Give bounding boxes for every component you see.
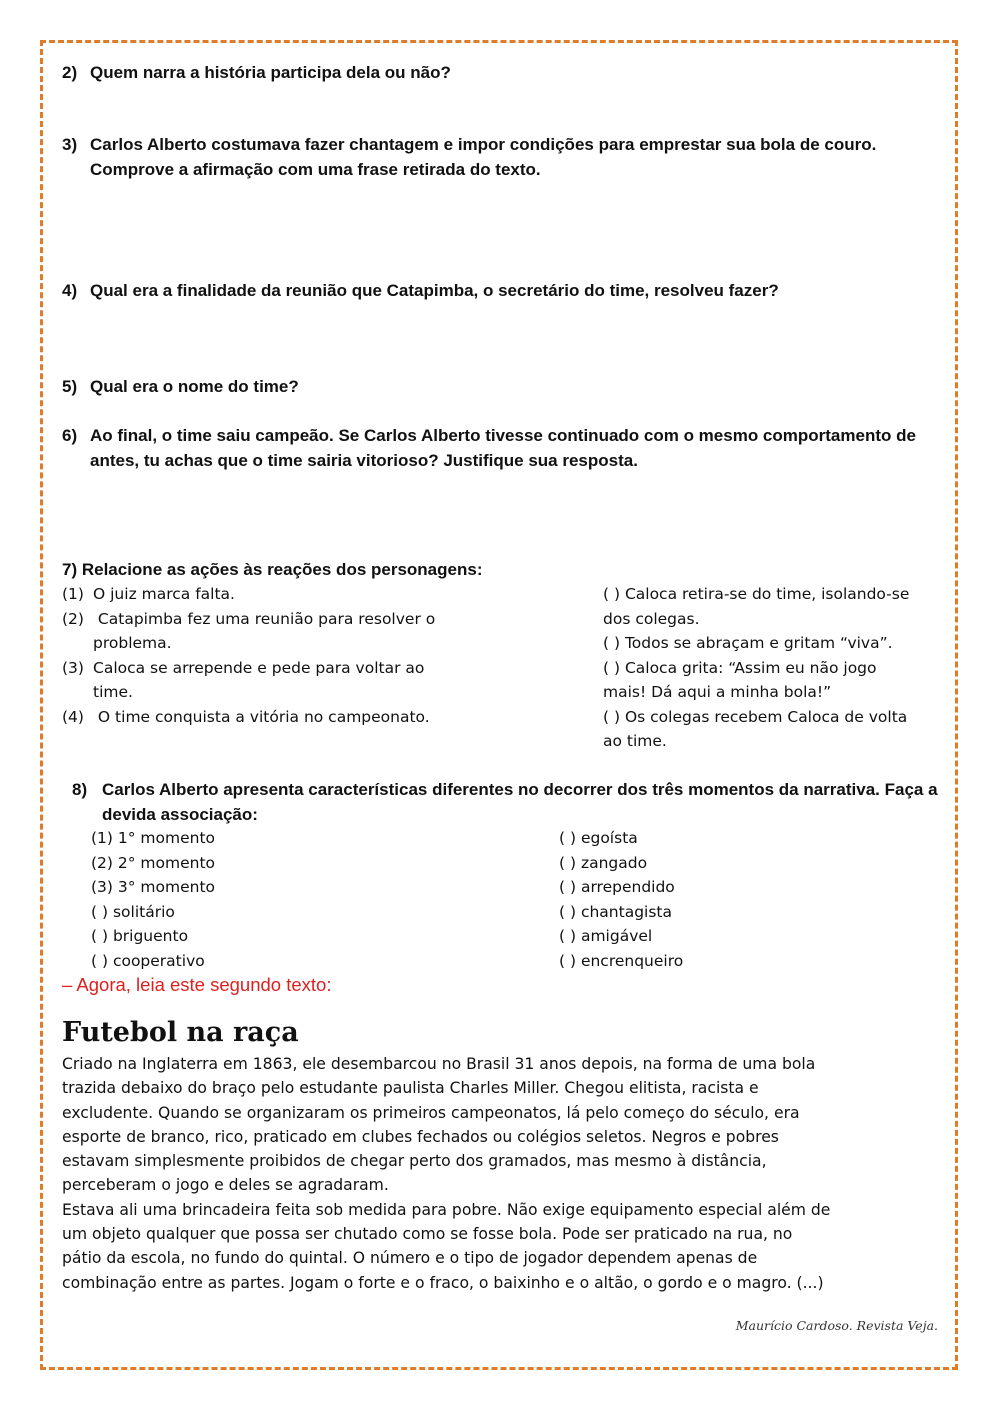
q7-reaction-line: dos colegas.	[603, 609, 700, 628]
text-line: trazida debaixo do braço pelo estudante paulista Charles Miller. Chegou elitista, racista e	[62, 1079, 759, 1098]
question-text-line-1: Ao final, o time saiu campeão. Se Carlos Alberto tivesse continuado com o mesmo comportamento de	[90, 426, 916, 445]
question-text: Qual era a finalidade da reunião que Catapimba, o secretário do time, resolveu fazer?	[90, 281, 779, 300]
item-number: (2)	[62, 609, 84, 628]
q8-left-item: ( ) cooperativo	[91, 951, 205, 970]
q8-left-item: ( ) solitário	[91, 902, 175, 921]
paragraph-2	[62, 1198, 952, 1295]
text-line: estavam simplesmente proibidos de chegar perto dos gramados, mas mesmo à distância,	[62, 1152, 767, 1171]
q8-left-item: (1) 1° momento	[91, 829, 216, 847]
q8-right-item: ( ) arrependido	[559, 878, 675, 896]
text-line: esporte de branco, rico, praticado em clubes fechados ou colégios seletos. Negros e pobres	[62, 1127, 779, 1146]
question-title: 7) Relacione as ações às reações dos personagens:	[62, 560, 483, 579]
article-title: Futebol na raça	[62, 1017, 299, 1048]
question-number: 3)	[62, 135, 78, 154]
text-line: Criado na Inglaterra em 1863, ele desembarcou no Brasil 31 anos depois, na forma de uma bola	[62, 1055, 816, 1073]
question-number: 8)	[72, 780, 88, 799]
question-text: Qual era o nome do time?	[90, 377, 299, 396]
text-line: combinação entre as partes. Jogam o forte e o fraco, o baixinho e o altão, o gordo e o magro. (...)	[62, 1273, 824, 1292]
q8-right-item: ( ) egoísta	[559, 829, 638, 847]
text-line: perceberam o jogo e deles se agradaram.	[62, 1176, 389, 1195]
q7-action-3	[62, 656, 472, 705]
item-text-line-1: Catapimba fez uma reunião para resolver o	[93, 609, 436, 628]
question-number: 4)	[62, 281, 78, 300]
q7-reaction-line: ( ) Os colegas recebem Caloca de volta	[603, 707, 908, 726]
q8-right-item: ( ) zangado	[559, 853, 648, 872]
question-text-line-1: Carlos Alberto costumava fazer chantagem e impor condições para emprestar sua bola de couro.	[90, 135, 877, 154]
question-text-line-2: devida associação:	[102, 805, 258, 824]
question-6	[62, 423, 942, 473]
item-number: (3)	[62, 658, 84, 677]
q8-left-item: (2) 2° momento	[91, 853, 216, 872]
article-credit: Maurício Cardoso. Revista Veja.	[735, 1318, 938, 1333]
question-text-line-2: Comprove a afirmação com uma frase retirada do texto.	[90, 160, 541, 179]
text-line: pátio da escola, no fundo do quintal. O número e o tipo de jogador dependem apenas de	[62, 1249, 758, 1268]
q7-reactions-list	[603, 582, 953, 754]
question-5	[62, 374, 942, 399]
item-number: (1)	[62, 585, 84, 603]
q7-action-1	[62, 582, 472, 607]
question-7-title	[62, 557, 942, 582]
question-text-line-2: antes, tu achas que o time sairia vitorioso? Justifique sua resposta.	[90, 451, 638, 470]
q8-right-item: ( ) encrenqueiro	[559, 951, 684, 970]
text-line: excludente. Quando se organizaram os primeiros campeonatos, lá pelo começo do século, era	[62, 1103, 800, 1122]
item-text-line-2: time.	[93, 683, 133, 701]
q7-reaction-line: ( ) Todos se abraçam e gritam “viva”.	[603, 634, 893, 652]
q8-traits-list	[559, 826, 939, 973]
item-text: O time conquista a vitória no campeonato.	[93, 707, 430, 726]
q7-action-2	[62, 607, 472, 656]
q8-right-item: ( ) chantagista	[559, 902, 672, 921]
text-line: um objeto qualquer que possa ser chutado como se fosse bola. Pode ser praticado na rua, no	[62, 1225, 793, 1244]
q8-left-item: ( ) briguento	[91, 927, 189, 945]
text-line: Estava ali uma brincadeira feita sob medida para pobre. Não exige equipamento especial além de	[62, 1200, 831, 1219]
question-number: 6)	[62, 426, 78, 445]
paragraph-1	[62, 1052, 952, 1198]
q7-action-4	[62, 705, 472, 730]
item-number: (4)	[62, 707, 84, 726]
q7-reaction-line: ( ) Caloca grita: “Assim eu não jogo	[603, 658, 877, 677]
question-2	[62, 60, 942, 85]
item-text: O juiz marca falta.	[93, 585, 235, 603]
q8-right-item: ( ) amigável	[559, 927, 653, 945]
question-text-line-1: Carlos Alberto apresenta características diferentes no decorrer dos três momentos da narrativa. Faça a	[102, 780, 938, 799]
q7-reaction-line: ( ) Caloca retira-se do time, isolando-se	[603, 585, 910, 603]
question-8	[62, 777, 942, 827]
article-body	[62, 1052, 952, 1295]
item-text-line-1: Caloca se arrepende e pede para voltar ao	[93, 658, 425, 677]
question-number: 2)	[62, 63, 78, 82]
question-3	[62, 132, 942, 182]
item-text-line-2: problema.	[93, 634, 172, 652]
q7-reaction-line: mais! Dá aqui a minha bola!”	[603, 683, 832, 701]
q8-moments-list	[91, 826, 491, 973]
question-text: Quem narra a história participa dela ou não?	[90, 63, 451, 82]
question-number: 5)	[62, 377, 78, 396]
q7-actions-list	[62, 582, 472, 729]
q7-reaction-line: ao time.	[603, 732, 667, 750]
instruction-text: – Agora, leia este segundo texto:	[62, 974, 332, 995]
question-4	[62, 278, 942, 303]
q8-left-item: (3) 3° momento	[91, 878, 216, 896]
